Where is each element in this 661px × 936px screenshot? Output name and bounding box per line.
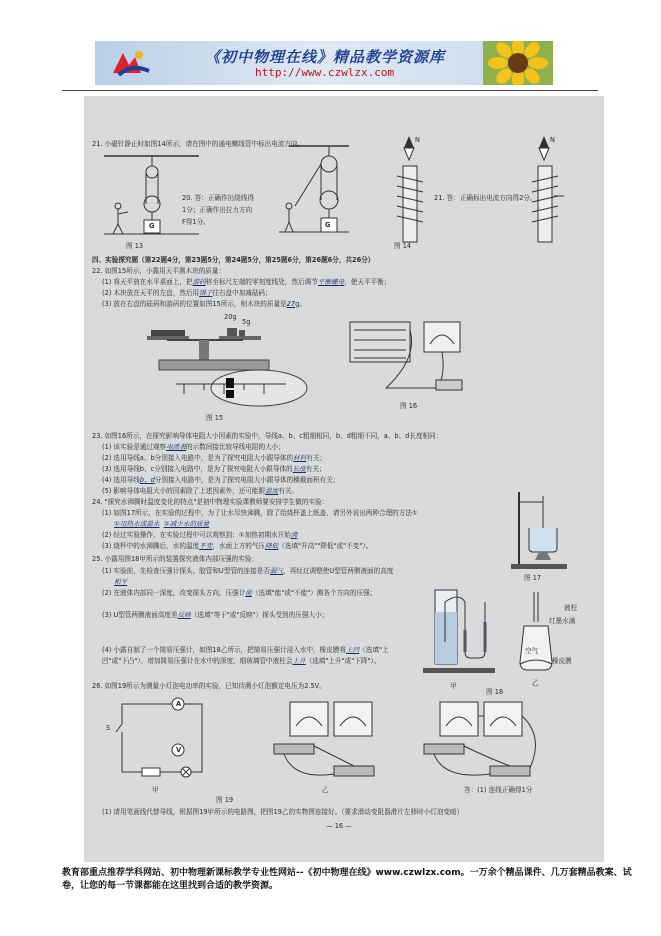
- site-logo-icon: [109, 47, 153, 79]
- q23-answer-5: 温度: [265, 487, 279, 495]
- q24-line-3: (3) 烧杯中的水沸腾后，水的温度不变，水面上方的气压降低（选填"升高""降低"或"不变"）。: [102, 542, 373, 550]
- ammeter-symbol-label: A: [176, 700, 182, 708]
- q22-answer-2: 平衡螺母: [317, 278, 345, 286]
- red-ink-drop-label: 红墨水滴: [549, 617, 576, 625]
- q21-answer-note: 21. 答：正确标出电流方向得2分。: [434, 194, 537, 202]
- q24-answer-3: 不变: [199, 542, 213, 550]
- q24-answer-1: ①用热水或温水: [114, 520, 160, 528]
- q23-line-3: (3) 选用导线b、c分别接入电路中，是为了探究电阻大小跟导体的长度有关；: [102, 465, 326, 473]
- q24-answer-3b: 降低: [265, 542, 279, 550]
- figure-19-caption: 图 19: [216, 796, 234, 804]
- q20-answer-note: 20. 答：正确作出绕线得1分；正确作出拉力方向F得1分。: [182, 194, 254, 226]
- q24-stem: 24. "探究水沸腾时温度变化的特点"是初中物理实验课教师要安排学生做的实验：: [92, 498, 329, 506]
- n-pole-label-14: N: [415, 136, 420, 144]
- q25-line-1: (1) 实验前，先检查压强计探头、胶管和U型管的连接是否漏气，再经过调整使U型管两侧液面的高度: [102, 567, 394, 575]
- weight-20g-label: 20g: [224, 313, 237, 321]
- q26-line-1: (1) 请用笔画线代替导线，根据图19甲所示的电路图，把图19乙的实物图连接好。（要求滑动变阻器滑片左移时小灯泡变暗）: [102, 808, 464, 816]
- rubber-membrane-label: 橡皮膜: [552, 657, 572, 665]
- q24-answer-1-line: [114, 520, 209, 528]
- q25-answer-3: 反映: [177, 611, 191, 619]
- g-label-answer: G: [325, 221, 331, 229]
- figure-18-yi-label: 乙: [532, 679, 539, 687]
- weight-5g-label: 5g: [242, 318, 251, 326]
- q24-line-1: (1) 如图17所示，在实验的过程中，为了让水尽快沸腾，除了给烧杯盖上纸盖，请另外说出两种合理的方法①: [102, 509, 418, 517]
- figure-17-caption: 图 17: [524, 574, 542, 582]
- q23-answer-1: 电流表: [166, 443, 186, 451]
- boiling-apparatus-figure-17: [509, 488, 569, 572]
- q22-answer-4: 27: [286, 300, 296, 308]
- q23-stem: 23. 如图16所示，在探究影响导体电阻大小因素的实验中，导线a、b、c粗细相同，b、d粗细不同，a、b、d长度相同：: [92, 432, 443, 440]
- rider-scale: [174, 374, 289, 400]
- section-4-header: 四、实验探究题（第22题4分，第23题5分，第24题5分，第25题6分，第26题6分，共26分）: [92, 256, 375, 264]
- banner-title: 《初中物理在线》精品教学资源库: [205, 48, 446, 66]
- q25-answer-1c: 相平: [114, 578, 128, 586]
- q25-answer-4: 上凹: [346, 646, 360, 654]
- q25-answer-2: 能: [245, 589, 252, 597]
- figure-15-caption: 图 15: [206, 414, 224, 422]
- q26-answer-note: 答：(1) 连线正确得1分: [464, 786, 533, 794]
- q25-line-4: (4) 小露自制了一个简易压强计，如图18乙所示，把简易压强计浸入水中，橡皮膜将上凹（选填"上凹"或"下凸"），增加简易压强计在水中的深度，细玻璃管中液柱会上升（选填"上升"或"下降"）。: [102, 646, 389, 665]
- solenoid-figure-14: [389, 136, 439, 246]
- q24-answer-2: 沸: [290, 531, 298, 539]
- q26-stem: 26. 如图19所示为测量小灯泡电功率的实验，已知待测小灯泡额定电压为2.5V。: [92, 682, 326, 690]
- circuit-diagram-figure-19-jia: [112, 694, 212, 784]
- banner-url[interactable]: http://www.czwlzx.com: [255, 66, 395, 79]
- q23-line-5: (5) 影响导体电阻大小的因素除了上述因素外，还可能跟温度有关。: [102, 487, 299, 495]
- header-rule: [62, 90, 598, 91]
- voltmeter-symbol-label: V: [176, 746, 182, 754]
- q23-line-4: (4) 选用导线b、d分别接入电路中，是为了探究电阻大小跟导体的横截面积有关；: [102, 476, 340, 484]
- figure-18-jia-label: 甲: [450, 682, 457, 690]
- pulley-figure-answer: [279, 144, 349, 244]
- figure-14-caption: 图 14: [394, 242, 412, 250]
- q23-answer-3: 长度: [292, 465, 306, 473]
- solenoid-figure-answer: [524, 136, 574, 246]
- site-footer: 教育部重点推荐学科网站、初中物理新课标教学专业性网站--《初中物理在线》www.czwlzx.com。一万余个精品课件、几万套精品教案、试卷，让您的每一节课都能在这里找到合适的教学资源。: [62, 868, 632, 891]
- q25-answer-1c-line: [114, 578, 127, 586]
- q25-answer-4b: 上升: [292, 657, 306, 665]
- air-label: 空气: [525, 647, 539, 655]
- page-number: — 16 —: [326, 822, 352, 830]
- q23-line-1: (1) 该实验是通过观察电流表的示数间接比较导线电阻的大小；: [102, 443, 285, 451]
- switch-label: S: [106, 724, 111, 732]
- q23-answer-2: 材料: [293, 454, 307, 462]
- q22-line-1: (1) 将天平放在水平桌面上，把游码移至标尺左端的零刻度线处，然后调节平衡螺母，使天平平衡；: [102, 278, 391, 286]
- site-banner: [95, 41, 553, 85]
- n-pole-label-answer: N: [550, 136, 555, 144]
- resistance-circuit-figure-16: [346, 318, 486, 398]
- figure-13-caption: 图 13: [126, 242, 144, 250]
- figure-16-caption: 图 16: [400, 402, 418, 410]
- q22-answer-1: 游码: [192, 278, 206, 286]
- figure-19-yi-label: 乙: [322, 786, 329, 794]
- q22-line-2: (2) 木块放在天平的左盘，然后用镊子往右盘中加减砝码；: [102, 289, 272, 297]
- q25-stem: 25. 小露用图18甲所示的装置探究液体内部压强的实验：: [92, 555, 259, 563]
- q23-line-2: (2) 选用导线a、b分别接入电路中，是为了探究电阻大小跟导体的材料有关；: [102, 454, 327, 462]
- q23-answer-4: b、d: [139, 476, 155, 484]
- pressure-gauge-figure-18-jia: [419, 582, 499, 678]
- figure-18-caption: 图 18: [486, 688, 504, 696]
- q24-line-2: (2) 经过实验操作，在实验过程中可以观察到：①加热初期水开始沸: [102, 531, 298, 539]
- sunflower-icon: [483, 41, 553, 85]
- q24-answer-1b: ②减少水的质量: [163, 520, 210, 528]
- q22-answer-3: 镊子: [199, 289, 213, 297]
- g-label-13: G: [149, 222, 155, 230]
- q21-text: 21. 小磁针静止时如图14所示，请在图中的通电螺线管中标出电流方向。: [92, 140, 305, 148]
- physical-circuit-figure-19-yi: [264, 696, 394, 786]
- q22-line-3: (3) 放在右盘的砝码和游码的位置如图15所示，则木块的质量是27g。: [102, 300, 306, 308]
- q25-answer-1: 漏气: [269, 567, 284, 575]
- q22-stem: 22. 如图15所示，小露用天平测木块的质量：: [92, 267, 226, 275]
- liquid-column-label: 液柱: [564, 604, 578, 612]
- figure-19-jia-label: 甲: [152, 786, 159, 794]
- exam-page: [84, 96, 604, 862]
- q25-line-2: (2) 在液体内部同一深度，改变探头方向，压强计能（选填"能"或"不能"）测各个方向的压强；: [102, 589, 377, 597]
- q25-line-3: (3) U型管两侧液面高度差反映（选填"等于"或"反映"）探头受到的压强大小；: [102, 611, 329, 619]
- physical-circuit-answer: [414, 696, 554, 786]
